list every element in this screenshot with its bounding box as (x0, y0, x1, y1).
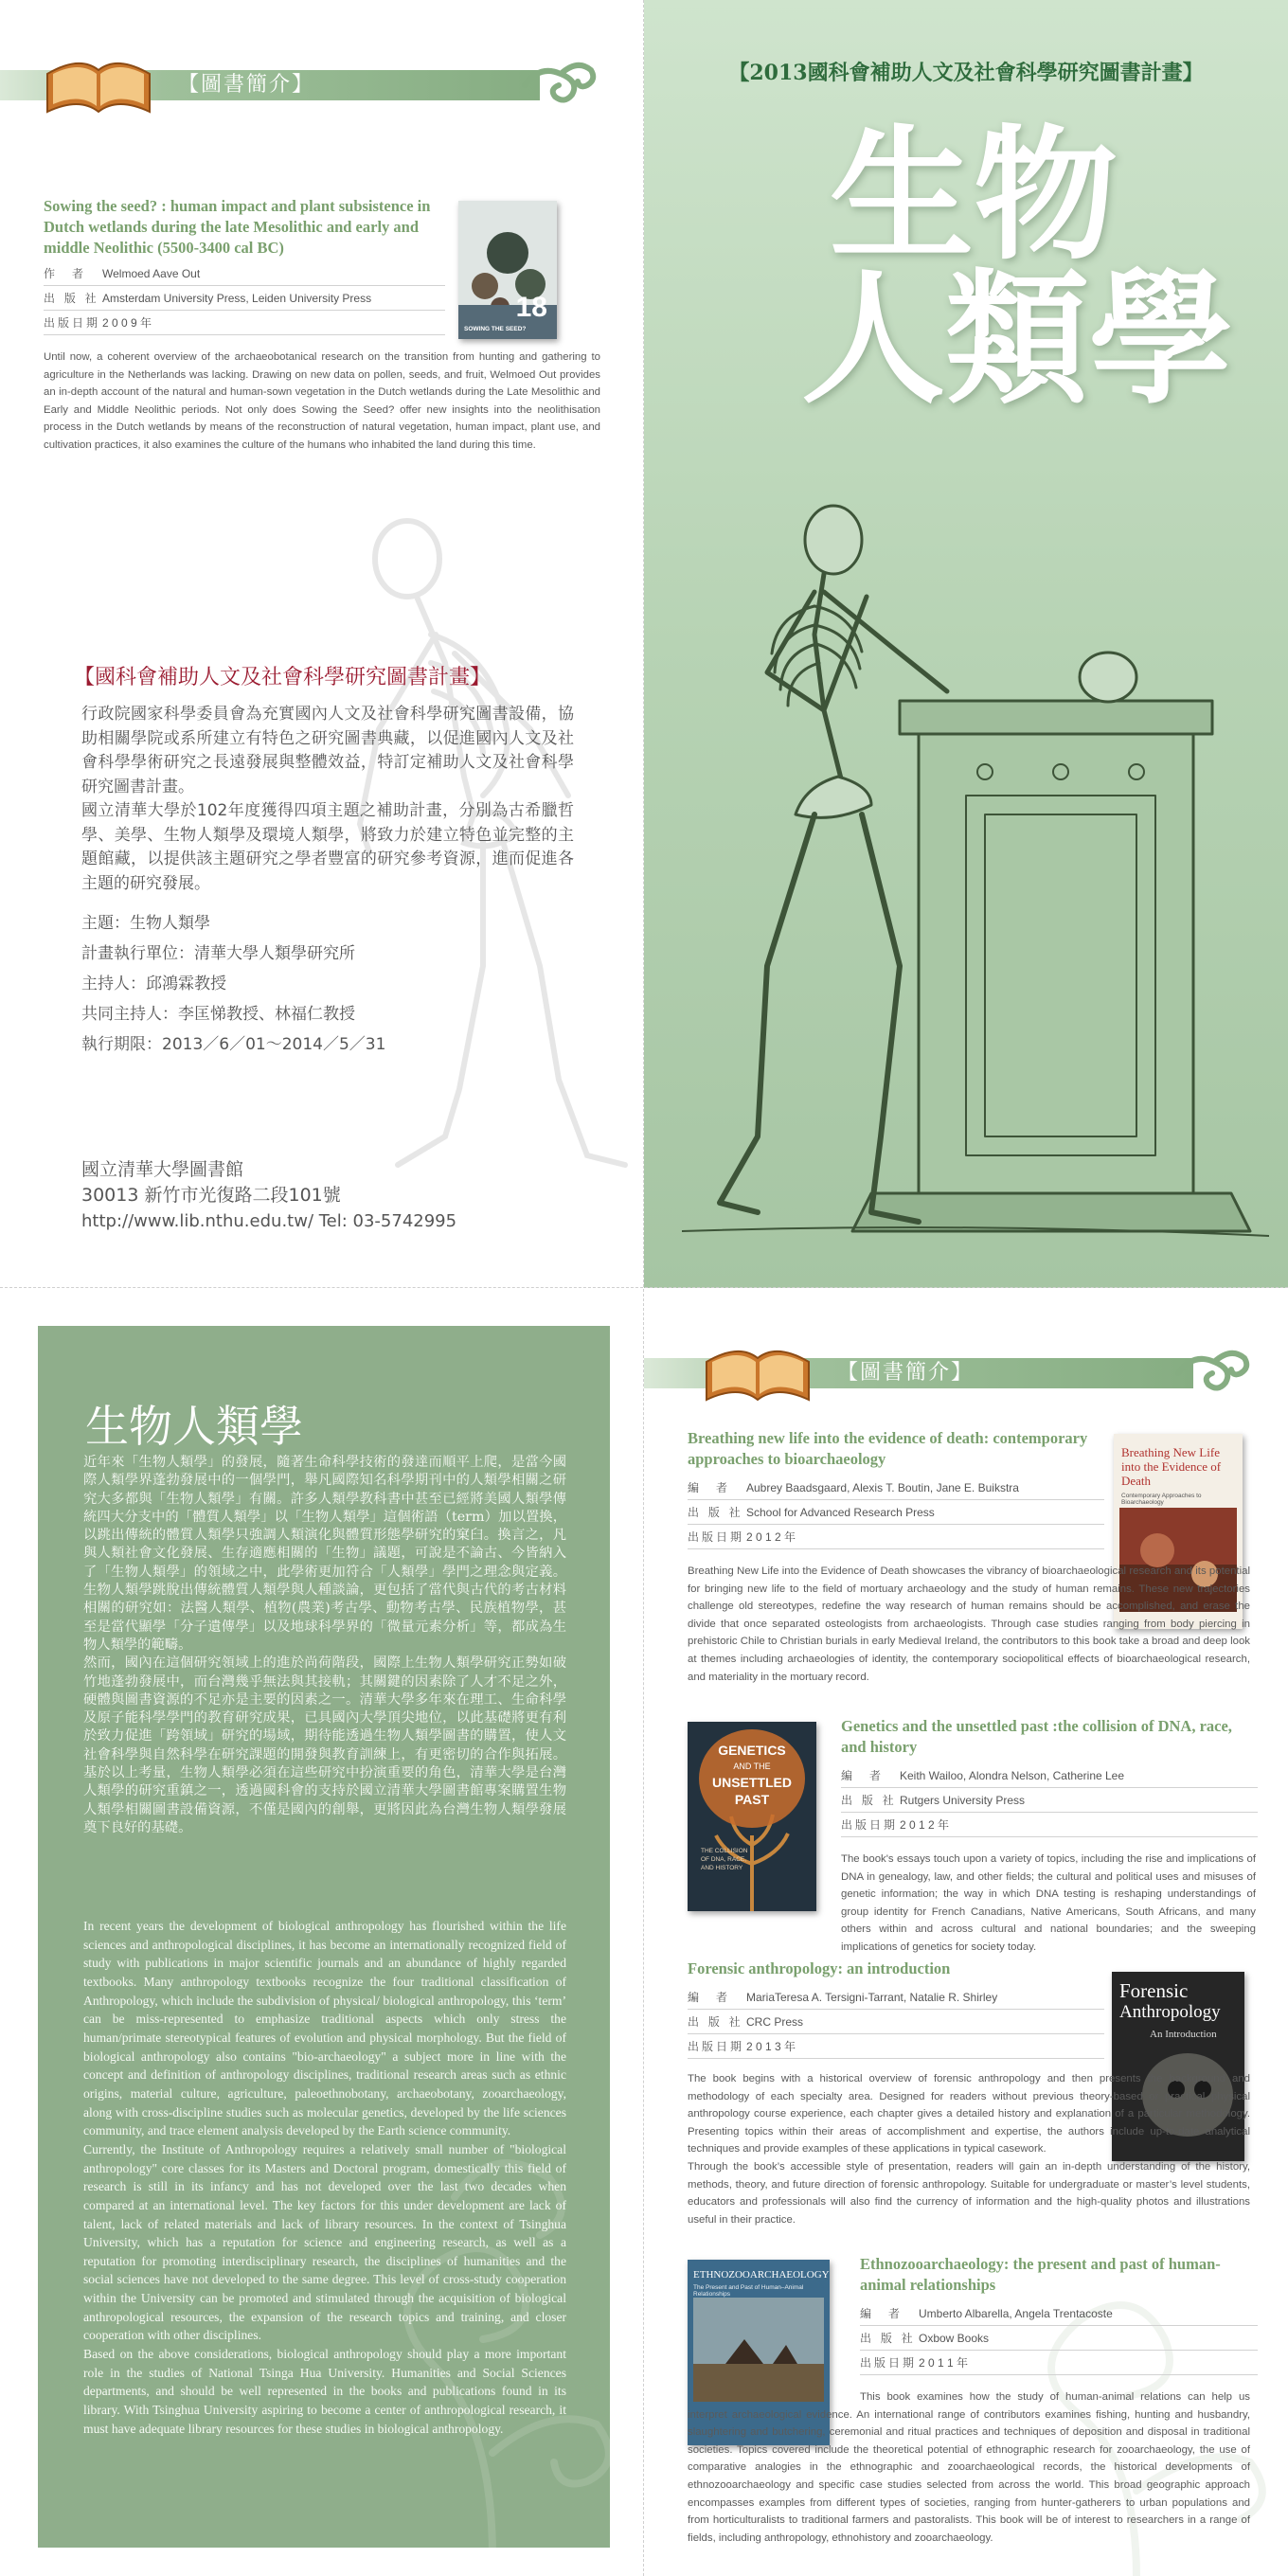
book-description: The book's essays touch upon a variety of topics, including the rise and implications of DNA in genealogy, law, and other fields; the cultural and political uses and misuses of genetic information; the way in which DNA testing is reshaping understandings of group identity for French Canadians, Native Americans, South Africans, and many others within and across cultural and national boundaries; and the sweeping implications of genetics for society today. (841, 1853, 1256, 1953)
meta-key: 出版日期 (44, 316, 101, 330)
meta-key: 出版日期 (841, 1818, 899, 1832)
series-title: 【2013國科會補助人文及社會科學研究圖書計畫】 (728, 61, 1204, 85)
book-title: Ethnozooarchaeology: the present and past of human-animal relationships (860, 2255, 1221, 2294)
cloud-ornament-icon (1174, 1345, 1250, 1402)
cover-title: ETHNOZOOARCHAEOLOGY (693, 2269, 830, 2281)
main-title-line1: 生物 (830, 110, 1118, 279)
cover-line: UNSETTLED (712, 1775, 792, 1790)
cover-line: PAST (734, 1792, 770, 1807)
essay-paragraph: Currently, the Institute of Anthropology requires a relatively small number of "biological anthropology" core classes for its Masters and Doctoral program, domestically this field of research is still in its infancy and has not developed over the last two decades when compared at an international level. The key factors for this under development are lack of talent, lack of related materials and lack of library resources. In the context of Tsinghua University, which has a reputation for science and engineering research, as well as a reputation for promoting interdisciplinary research, the disciplines of humanities and the social sciences have not developed to the same degree. This level of cross-study cooperation within the University can be promoted and stimulated through the acquisition of biological anthropological resources, the expansion of the research topics and training, and closer cooperation with other disciplines. (83, 2141, 566, 2343)
book-description: Until now, a coherent overview of the archaeobotanical research on the transition from hunting and gathering to agriculture in the Netherlands was lacking. Drawing on new data on pollen, seeds, and fruit, Welmoed Out provides an in-depth account of the natural and human-sown vegetation in the Dutch wetlands during the Late Mesolithic and Early and Middle Neolithic periods. Not only does Sowing the Seed? offer new insights into the neolithisation process in the Dutch wetlands by means of the reconstruction of natural vegetation, human impact, plant use, and cultivation practices, it also examines the culture of the humans who inhabited the land during this time. (44, 351, 600, 451)
panel-cover (644, 0, 1288, 1288)
panel-book-intro-top (0, 0, 644, 1288)
essay-paragraph: Based on the above considerations, biological anthropology should play a more important role in the studies of National Tsinga Hua University. Humanities and Social Sciences departments, and should be well represented in the books and publications found in its library. With Tsinghua University aspiring to become a center of anthropological research, it must have adequate library resources for these studies in biological anthropology. (83, 2347, 566, 2436)
fold-line-horizontal (0, 1287, 1288, 1288)
open-book-icon (701, 1333, 814, 1409)
meta-key: 編 者 (688, 1991, 731, 2004)
book-title: Genetics and the unsettled past :the collision of DNA, race, and history (841, 1717, 1232, 1756)
skeleton-engraving-illustration (682, 474, 1269, 1250)
book-meta (688, 1476, 1104, 1549)
library-contact[interactable]: http://www.lib.nthu.edu.tw/ Tel: 03-5742995 (81, 1211, 457, 1231)
meta-key: 出 版 社 (688, 1506, 743, 1519)
book-cover-genetics (688, 1722, 816, 1911)
book-publisher: Amsterdam University Press, Leiden University Press (102, 292, 372, 305)
cover-title: SOWING THE SEED? (464, 326, 527, 332)
meta-key: 出 版 社 (688, 2015, 743, 2029)
meta-key: 出版日期 (688, 2040, 745, 2053)
book-date: 2 0 1 2 年 (900, 1818, 950, 1832)
book-publisher: Oxbow Books (919, 2332, 990, 2345)
fold-line-vertical (643, 0, 644, 2576)
book-title: Forensic anthropology: an introduction (688, 1959, 951, 1977)
cover-line: Forensic (1119, 1979, 1189, 2002)
cloud-ornament-icon (521, 57, 597, 114)
book-date: 2 0 0 9 年 (102, 316, 152, 330)
banner-label: 【圖書簡介】 (837, 1361, 975, 1385)
book-people: Welmoed Aave Out (102, 267, 201, 280)
essay-title: 生物人類學 (85, 1401, 303, 1452)
book-meta (860, 2301, 1258, 2375)
cover-title: Breathing New Life into the Evidence of Death (1121, 1445, 1222, 1488)
banner-label: 【圖書簡介】 (178, 73, 315, 97)
book-date: 2 0 1 2 年 (746, 1530, 796, 1544)
project-copi: 共同主持人：李匡悌教授、林福仁教授 (81, 1005, 355, 1024)
meta-key: 編 者 (860, 2307, 903, 2320)
meta-key: 作 者 (44, 267, 87, 280)
book-title: Sowing the seed? : human impact and plant subsistence in Dutch wetlands during the late Mesolithic and early and middle Neolithic (5500-3400 cal BC) (44, 197, 431, 257)
project-unit: 計畫執行單位：清華大學人類學研究所 (81, 944, 355, 963)
meta-key: 出版日期 (688, 1530, 745, 1544)
book-description: The book begins with a historical overview of forensic anthropology and then presents the background and methodology of each specialty area. Designed for readers without previous theory-based or practical physical anthropology course experience, each chapter gives a detailed history and explanation of a particular methodology. Presenting topics within their areas of accomplishment and expertise, the authors include up-to-date analytical techniques and provide examples of these applications in typical casework. Through the book’s accessible style of presentation, readers will gain an in-depth understanding of the history, methods, theory, and future direction of forensic anthropology. Suitable for undergraduate or master’s level students, educators and professionals will also find the currency of information and the high-quality photos and illustrations useful in their practice. (688, 2073, 1250, 2226)
cover-subtitle: Contemporary Approaches to Bioarchaeology (1121, 1493, 1202, 1506)
cover-subtitle: The Present and Past of Human–Animal Relationships (693, 2284, 804, 2298)
cover-subtitle: THE COLLISION OF DNA, RACE, AND HISTORY (701, 1848, 748, 1871)
meta-key: 編 者 (688, 1481, 731, 1494)
cover-line: GENETICS (718, 1743, 786, 1758)
book-meta (841, 1763, 1258, 1837)
book-publisher: School for Advanced Research Press (746, 1506, 935, 1519)
main-title-line2: 人類學 (801, 254, 1233, 423)
meta-key: 編 者 (841, 1769, 885, 1782)
project-period: 執行期限：2013／6／01～2014／5／31 (81, 1035, 386, 1054)
cover-line: AND THE (733, 1762, 771, 1771)
essay-english-text (83, 1917, 566, 2438)
meta-key: 出 版 社 (841, 1794, 897, 1807)
project-body: 行政院國家科學委員會為充實國內人文及社會科學研究圖書設備，協助相關學院或系所建立有特色之研究圖書典藏，以促進國內人文及社會科學學術研究之長遠發展與整體效益，特訂定補助人文及社會科學研究圖書計畫。 國立清華大學於102年度獲得四項主題之補助計畫，分別為古希臘哲學、美學、生物人類學及環境人類學，將致力於建立特色並完整的主題館藏，以提供該主題研究之學者豐富的研究參考資源，進而促進各主題的研究發展。 (81, 705, 574, 893)
book-people: Aubrey Baadsgaard, Alexis T. Boutin, Jane E. Buikstra (746, 1481, 1019, 1494)
essay-paragraph: In recent years the development of biological anthropology has flourished within the life sciences and anthropological disciplines, it has become an internationally recognized field of study with publications in major scientific journals and an abundance of highly regarded textbooks. Many anthropology textbooks recognize the four traditional classification of Anthropology, which include the subdivision of physical/ biological anthropology, this ‘term’ can be miss-represented to emphasize traditional aspects which only stress the human/primate stereotypical features of evolution and physical morphology. But the field of biological anthropology also contains "bio-archaeology" a subject more in line with the concept and definition of anthropology disciplines, traditional research areas such as ethnic origins, material culture, agriculture, paleoethnobotany, archaeobotany, zooarchaeology, along with cross-discipline studies such as molecular genetics, developed by the life sciences community, and trace element analysis developed by the Earth science community. (83, 1919, 566, 2138)
book-people: Keith Wailoo, Alondra Nelson, Catherine Lee (900, 1769, 1125, 1782)
book-title: Breathing new life into the evidence of death: contemporary approaches to bioarchaeology (688, 1429, 1088, 1468)
meta-key: 出 版 社 (860, 2332, 916, 2345)
book-meta (44, 261, 445, 335)
book-publisher: CRC Press (746, 2015, 804, 2029)
project-heading: 【國科會補助人文及社會科學研究圖書計畫】 (74, 666, 492, 689)
book-publisher: Rutgers University Press (900, 1794, 1026, 1807)
open-book-icon (42, 45, 155, 121)
essay-chinese-text: 近年來「生物人類學」的發展，隨著生命科學技術的發達而順平上爬，是當今國際人類學界蓬勃發展中的一個學門，舉凡國際知名科學期刊中的人類學相關之研究大多都與「生物人類學」有關。許多人類學教科書中甚至已經將美國人類學傳統四大分支中的「體質人類學」以「生物人類學」這個術語（term）加以置換，以跳出傳統的體質人類學只強調人類演化與體質形態學研究的窠臼。換言之，凡與人類社會文化發展、生存適應相關的「生物」議題，可說是不論古、今皆納入了「生物人類學」的領域之中，此學術更加符合「人類學」學門之理念與定義。生物人類學跳脫出傳統體質人類學與人種談論，更包括了當代與古代的考古材料相關的研究如：法醫人類學、植物(農業)考古學、動物考古學、民族植物學，甚至是當代顯學「分子遺傳學」以及地球科學界的「微量元素分析」等，都成為生物人類學的範疇。 然而，國內在這個研究領域上的進於尚荷階段，國際上生物人類學研究正勢如破竹地蓬勃發展中，而台灣幾乎無法與其接軌；其關鍵的因素除了人才不足之外，硬體與圖書資源的不足亦是主要的因素之一。清華大學多年來在理工、生命科學及原子能科學學門的教育研究成果，已具國內大學頂尖地位，以此基礎將更有利於致力促進「跨領域」研究的場域，期待能透過生物人類學圖書的購置，使人文社會科學與自然科學在研究課題的開發與教育訓練上，有更密切的合作與拓展。基於以上考量，生物人類學必須在這些研究中扮演重要的角色，清華大學是台灣人類學的研究重鎮之一，透過國科會的支持於國立清華大學圖書館專案購置生物人類學相關圖書設備資源，不僅是國內的創舉，更將因此為台灣生物人類學發展奠下良好的基礎。 (83, 1455, 566, 1835)
meta-key: 出 版 社 (44, 292, 99, 305)
cover-number: 18 (515, 292, 547, 323)
project-pi: 主持人：邱鴻霖教授 (81, 975, 226, 993)
library-name: 國立清華大學圖書館 (81, 1159, 244, 1180)
project-topic: 主題：生物人類學 (81, 914, 210, 933)
book-meta (688, 1985, 1104, 2059)
meta-key: 出版日期 (860, 2356, 918, 2370)
book-people: MariaTeresa A. Tersigni-Tarrant, Natalie R. Shirley (746, 1991, 998, 2004)
book-description: Breathing New Life into the Evidence of Death showcases the vibrancy of bioarchaeological research and its potential for bringing new life to the field of mortuary archaeology and the study of human remains. These new trajectories challenge old stereotypes, redefine the way research of human remains should be accomplished, and erase the divide that once separated osteologists from archaeologists. Through case studies ranging from body piercing in prehistoric Chile to Christian burials in early Medieval Ireland, the contributors to this book take a broad and deep look at themes including archaeologies of identity, the contemporary sociopolitical effects of bioarchaeological research, and materiality in the mortuary record. (688, 1565, 1250, 1683)
book-cover-sowing-the-seed (458, 201, 557, 339)
book-date: 2 0 1 3 年 (746, 2040, 796, 2053)
book-date: 2 0 1 1 年 (919, 2356, 969, 2370)
book-people: Umberto Albarella, Angela Trentacoste (919, 2307, 1113, 2320)
cover-line: Anthropology (1119, 2002, 1221, 2022)
book-description: This book examines how the study of human-animal relations can help us interpret archaeological evidence. An international range of contributors examines fishing, hunting and husbandry, slaughtering and butchering, ceremonial and ritual practices and techniques of deposition and disposal in traditional societies. Topics covered include the theoretical potential of ethnographic research for zooarchaeology, the use of comparative analogies in the ethnographic and zooarchaeological records, the historical developments of ethnozooarchaeology and specific case studies selected from across the world. This broad geographic approach encompasses examples from different types of societies, ranging from hunter-gatherers to urban populations and from horticulturalists to traditional farmers and pastoralists. This book will be of interest to researchers in a range of fields, including anthropology, ethnohistory and zooarchaeology. (688, 2391, 1250, 2544)
cover-subtitle: An Introduction (1150, 2029, 1217, 2040)
library-street: 30013 新竹市光復路二段101號 (81, 1185, 341, 1206)
